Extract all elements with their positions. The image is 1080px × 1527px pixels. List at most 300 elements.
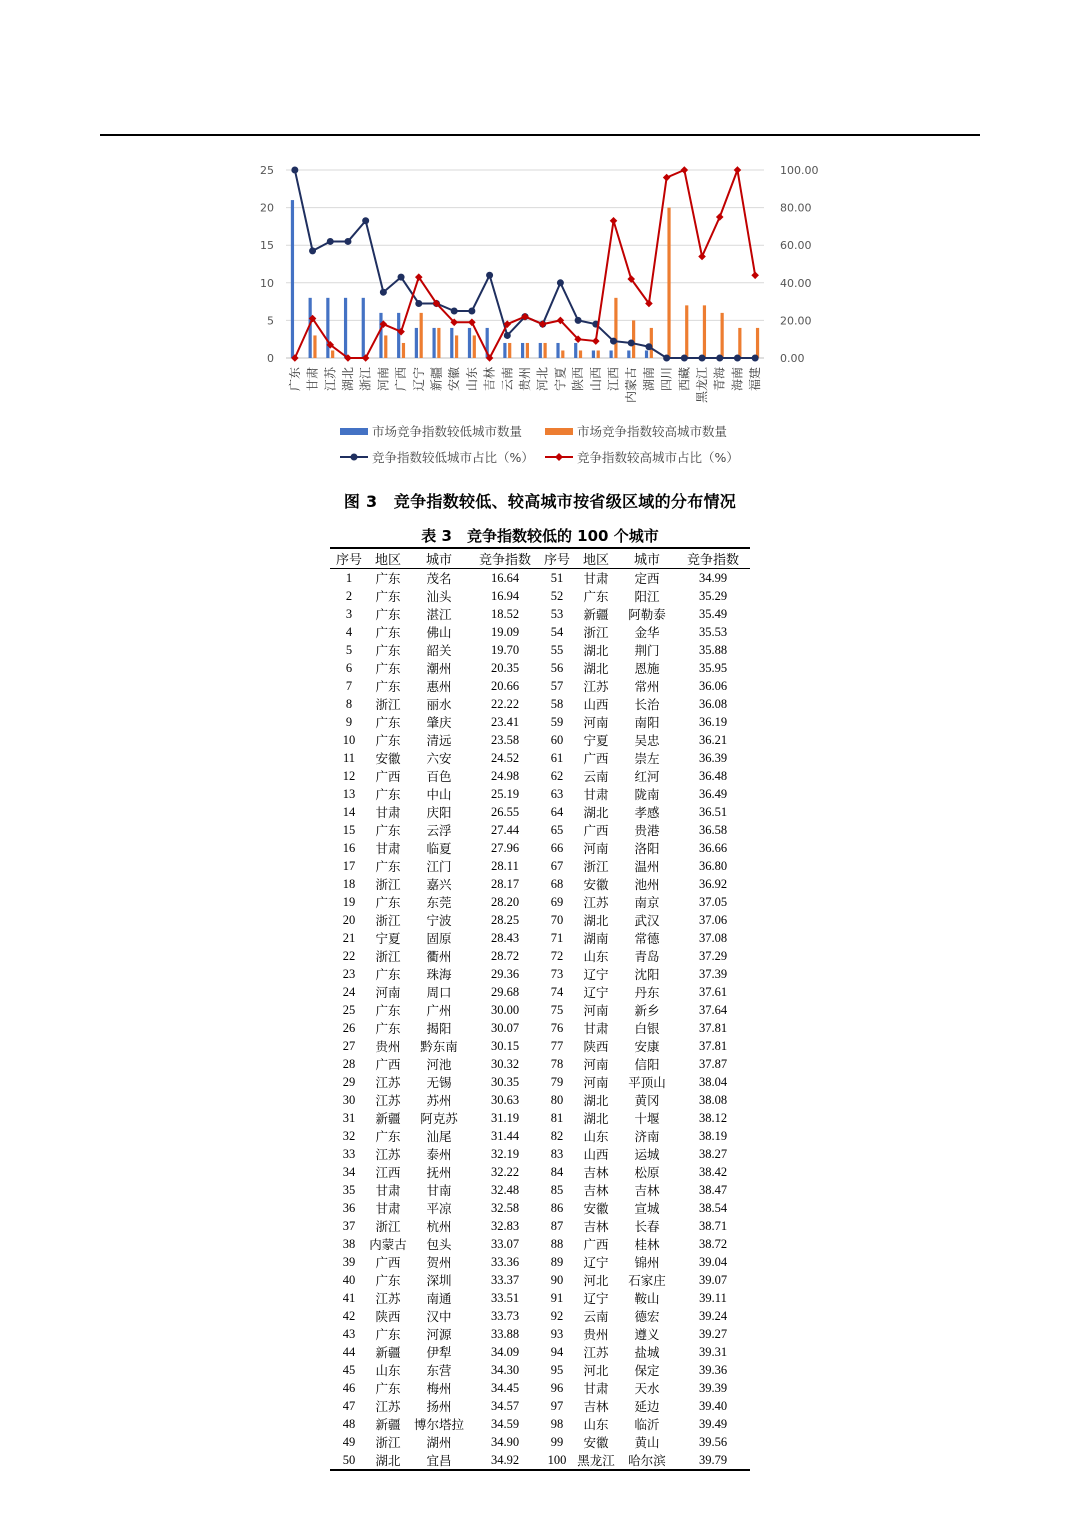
bar-宁夏: [561, 350, 564, 358]
index-cell: 19.70: [490, 642, 520, 657]
index-cell: 29.68: [490, 984, 520, 999]
table-row: [330, 659, 750, 677]
table-row: [330, 911, 750, 929]
region-cell: 湖南: [583, 931, 609, 946]
city-cell: 锦州: [634, 1255, 660, 1270]
point-山东: [468, 308, 475, 315]
index-cell: 33.73: [490, 1308, 520, 1323]
rank-cell: 43: [342, 1326, 356, 1341]
bar-江西: [610, 350, 613, 358]
index-cell: 35.49: [698, 606, 728, 621]
rank-cell: 84: [550, 1164, 564, 1179]
region-cell: 广东: [375, 823, 401, 838]
rank-cell: 3: [345, 606, 353, 621]
rank-cell: 96: [550, 1380, 564, 1395]
rank-cell: 6: [345, 660, 353, 675]
rank-cell: 9: [345, 714, 353, 729]
point-山西: [592, 337, 600, 345]
city-cell: 河池: [426, 1057, 452, 1072]
region-cell: 湖北: [583, 913, 609, 928]
index-cell: 38.08: [698, 1092, 728, 1107]
rank-cell: 30: [342, 1092, 356, 1107]
rank-cell: 79: [550, 1074, 564, 1089]
region-cell: 广东: [375, 625, 401, 640]
table-body: [330, 569, 750, 1471]
index-cell: 32.19: [490, 1146, 520, 1161]
rank-cell: 81: [550, 1110, 564, 1125]
city-cell: 常州: [634, 679, 660, 694]
rank-cell: 33: [342, 1146, 356, 1161]
city-cell: 长治: [634, 697, 660, 712]
city-cell: 苏州: [426, 1093, 452, 1108]
table-row: [330, 1289, 750, 1307]
bar-黑龙江: [703, 305, 706, 358]
rank-cell: 48: [342, 1416, 356, 1431]
index-cell: 36.21: [698, 732, 728, 747]
point-青海: [716, 355, 723, 362]
bar-安徽: [455, 335, 458, 358]
index-cell: 36.08: [698, 696, 728, 711]
rank-cell: 5: [345, 642, 353, 657]
rank-cell: 98: [550, 1416, 564, 1431]
table-row: [330, 893, 750, 911]
bar-新疆: [437, 328, 440, 358]
index-cell: 39.36: [698, 1362, 728, 1377]
table-row: [330, 1271, 750, 1289]
region-cell: 广西: [583, 823, 609, 838]
table-row: [330, 1343, 750, 1361]
table-row: [330, 767, 750, 785]
point-湖南: [645, 343, 652, 350]
category-label: 湖南: [641, 367, 656, 392]
table-row: [330, 821, 750, 839]
index-cell: 39.27: [698, 1326, 728, 1341]
rank-cell: 74: [550, 984, 564, 999]
index-cell: 39.24: [698, 1308, 728, 1323]
legend-swatch-low-bar: [340, 428, 368, 435]
category-label: 四川: [659, 367, 674, 392]
bar-安徽: [450, 328, 453, 358]
bar-辽宁: [420, 313, 423, 358]
city-cell: 包头: [426, 1237, 452, 1252]
category-label: 吉林: [482, 367, 497, 392]
rank-cell: 16: [342, 840, 356, 855]
right-axis-tick-label: 60.00: [780, 239, 812, 253]
bar-河南: [384, 335, 387, 358]
city-cell: 德宏: [634, 1309, 660, 1324]
rank-cell: 37: [342, 1218, 356, 1233]
rank-cell: 100: [540, 1451, 574, 1470]
city-cell: 临夏: [426, 841, 452, 856]
rank-cell: 28: [342, 1056, 356, 1071]
index-cell: 33.51: [490, 1290, 520, 1305]
table-row: [330, 1163, 750, 1181]
table-row: [330, 1037, 750, 1055]
category-label: 福建: [748, 367, 763, 392]
index-cell: 37.81: [698, 1020, 728, 1035]
index-cell: 37.29: [698, 948, 728, 963]
table-row: [330, 623, 750, 641]
region-cell: 浙江: [375, 877, 401, 892]
index-cell: 36.80: [698, 858, 728, 873]
city-cell: 南通: [426, 1291, 452, 1306]
city-cell: 红河: [634, 769, 660, 784]
region-cell: 湖北: [583, 1093, 609, 1108]
region-cell: 广东: [375, 1381, 401, 1396]
category-label: 西藏: [677, 367, 692, 392]
category-label: 河北: [535, 367, 550, 392]
city-cell: 石家庄: [628, 1273, 666, 1288]
table-row: [330, 857, 750, 875]
region-cell: 吉林: [583, 1165, 609, 1180]
index-cell: 26.55: [490, 804, 520, 819]
table-row: [330, 1199, 750, 1217]
rank-cell: 60: [550, 732, 564, 747]
region-cell: 江苏: [375, 1291, 401, 1306]
table-row: [330, 1109, 750, 1127]
table-row: [330, 605, 750, 623]
rank-cell: 99: [550, 1434, 564, 1449]
region-cell: 广西: [375, 1057, 401, 1072]
city-cell: 十堰: [634, 1111, 660, 1126]
rank-cell: 23: [342, 966, 356, 981]
index-cell: 38.71: [698, 1218, 728, 1233]
region-cell: 河南: [583, 1075, 609, 1090]
city-cell: 汉中: [426, 1309, 452, 1324]
rank-cell: 10: [342, 732, 356, 747]
region-cell: 甘肃: [375, 1183, 401, 1198]
region-cell: 宁夏: [583, 733, 609, 748]
rank-cell: 73: [550, 966, 564, 981]
region-cell: 河南: [375, 985, 401, 1000]
bar-陕西: [574, 343, 577, 358]
city-cell: 定西: [634, 571, 660, 586]
index-cell: 35.53: [698, 624, 728, 639]
point-西藏: [681, 166, 689, 174]
table-row: [330, 569, 750, 588]
rank-cell: 14: [342, 804, 356, 819]
region-cell: 江西: [375, 1165, 401, 1180]
point-海南: [734, 355, 741, 362]
rank-cell: 86: [550, 1200, 564, 1215]
table-row: [330, 1397, 750, 1415]
category-label: 云南: [500, 367, 515, 392]
city-cell: 沈阳: [634, 967, 660, 982]
region-cell: 河北: [583, 1273, 609, 1288]
rank-cell: 57: [550, 678, 564, 693]
rank-cell: 80: [550, 1092, 564, 1107]
index-cell: 39.39: [698, 1380, 728, 1395]
region-cell: 吉林: [583, 1219, 609, 1234]
city-cell: 遵义: [634, 1327, 660, 1342]
region-cell: 湖北: [583, 1111, 609, 1126]
bar-福建: [756, 328, 759, 358]
city-cell: 温州: [634, 859, 660, 874]
index-cell: 33.88: [490, 1326, 520, 1341]
rank-cell: 67: [550, 858, 564, 873]
table-row: [330, 1145, 750, 1163]
rank-cell: 94: [550, 1344, 564, 1359]
index-cell: 36.51: [698, 804, 728, 819]
bar-江苏: [331, 350, 334, 358]
index-cell: 37.08: [698, 930, 728, 945]
bar-series: [291, 200, 759, 358]
index-cell: 34.90: [490, 1434, 520, 1449]
legend-label: 竞争指数较低城市占比（%）: [372, 450, 534, 465]
rank-cell: 92: [550, 1308, 564, 1323]
region-cell: 广东: [375, 859, 401, 874]
region-cell: 广西: [583, 751, 609, 766]
index-cell: 34.92: [470, 1451, 540, 1470]
index-cell: 37.06: [698, 912, 728, 927]
region-cell: 湖北: [583, 643, 609, 658]
city-cell: 云浮: [426, 823, 452, 838]
city-cell: 茂名: [426, 571, 452, 586]
city-cell: 嘉兴: [426, 877, 452, 892]
index-cell: 39.56: [698, 1434, 728, 1449]
city-cell: 无锡: [426, 1075, 452, 1090]
bar-青海: [721, 313, 724, 358]
city-cell: 汕头: [426, 589, 452, 604]
point-安徽: [451, 308, 458, 315]
city-cell: 湛江: [426, 607, 452, 622]
city-cell: 东营: [426, 1363, 452, 1378]
index-cell: 16.94: [490, 588, 520, 603]
point-甘肃: [309, 247, 316, 254]
city-cell: 肇庆: [426, 715, 452, 730]
column-header: 竞争指数: [470, 548, 540, 569]
index-cell: 39.07: [698, 1272, 728, 1287]
city-cell: 洛阳: [634, 841, 660, 856]
point-河南: [380, 289, 387, 296]
index-cell: 32.22: [490, 1164, 520, 1179]
rank-cell: 40: [342, 1272, 356, 1287]
point-福建: [751, 271, 759, 279]
index-cell: 39.40: [698, 1398, 728, 1413]
index-cell: 20.35: [490, 660, 520, 675]
legend-label: 竞争指数较高城市占比（%）: [577, 450, 739, 465]
region-cell: 广东: [375, 715, 401, 730]
index-cell: 28.17: [490, 876, 520, 891]
region-cell: 广东: [375, 1327, 401, 1342]
legend-label: 市场竞争指数较低城市数量: [372, 424, 523, 439]
city-cell: 韶关: [426, 643, 452, 658]
legend-label: 市场竞争指数较高城市数量: [577, 424, 728, 439]
index-cell: 38.12: [698, 1110, 728, 1125]
region-cell: 河南: [583, 1003, 609, 1018]
index-cell: 32.83: [490, 1218, 520, 1233]
bar-四川: [667, 208, 670, 358]
region-cell: 辽宁: [583, 985, 609, 1000]
city-cell: 梅州: [426, 1381, 452, 1396]
bar-河南: [379, 313, 382, 358]
figure-caption: 图 3 竞争指数较低、较高城市按省级区域的分布情况: [343, 492, 737, 511]
legend-item-low-count: [340, 422, 545, 440]
table-row: [330, 1127, 750, 1145]
region-cell: 陕西: [583, 1039, 609, 1054]
region-cell: 安徽: [583, 1201, 609, 1216]
city-cell: 中山: [426, 787, 452, 802]
table-row: [330, 1361, 750, 1379]
table-row: [330, 1217, 750, 1235]
category-label: 浙江: [358, 367, 373, 392]
city-cell: 池州: [634, 877, 660, 892]
left-axis-tick-label: 15: [260, 239, 274, 253]
table-row: [330, 1235, 750, 1253]
rank-cell: 18: [342, 876, 356, 891]
index-cell: 34.09: [490, 1344, 520, 1359]
bar-河北: [539, 343, 542, 358]
rank-cell: 51: [550, 570, 564, 585]
index-cell: 34.57: [490, 1398, 520, 1413]
city-cell: 青岛: [634, 949, 660, 964]
city-cell: 扬州: [426, 1399, 452, 1414]
region-cell: 陕西: [375, 1309, 401, 1324]
region-cell: 江苏: [375, 1399, 401, 1414]
city-cell: 珠海: [426, 967, 452, 982]
city-cell: 平凉: [426, 1201, 452, 1216]
legend-item-high-share: [545, 448, 750, 466]
point-宁夏: [557, 279, 564, 286]
rank-cell: 72: [550, 948, 564, 963]
city-cell: 哈尔滨: [618, 1451, 676, 1470]
left-axis-tick-label: 25: [260, 164, 274, 177]
city-cell: 甘南: [426, 1183, 452, 1198]
bar-江苏: [326, 298, 329, 358]
region-cell: 江苏: [375, 1075, 401, 1090]
region-cell: 甘肃: [375, 805, 401, 820]
city-cell: 揭阳: [426, 1021, 452, 1036]
table-row: [330, 1433, 750, 1451]
region-cell: 广西: [583, 1237, 609, 1252]
rank-cell: 12: [342, 768, 356, 783]
bar-贵州: [526, 343, 529, 358]
bar-湖南: [645, 350, 648, 358]
rank-cell: 7: [345, 678, 353, 693]
index-cell: 37.39: [698, 966, 728, 981]
legend-item-low-share: [340, 448, 545, 466]
index-cell: 35.88: [698, 642, 728, 657]
table-row: [330, 839, 750, 857]
bar-云南: [508, 343, 511, 358]
city-cell: 清远: [426, 733, 452, 748]
rank-cell: 87: [550, 1218, 564, 1233]
table-row: [330, 1019, 750, 1037]
region-cell: 山东: [583, 949, 609, 964]
rank-cell: 35: [342, 1182, 356, 1197]
rank-cell: 69: [550, 894, 564, 909]
city-cell: 阿勒泰: [628, 607, 666, 622]
point-广西: [398, 274, 405, 281]
region-cell: 浙江: [375, 913, 401, 928]
index-cell: 30.32: [490, 1056, 520, 1071]
table-row: [330, 1055, 750, 1073]
rank-cell: 1: [345, 570, 353, 585]
city-cell: 盐城: [634, 1345, 660, 1360]
point-江西: [610, 217, 618, 225]
rank-cell: 66: [550, 840, 564, 855]
rank-cell: 61: [550, 750, 564, 765]
city-cell: 南京: [634, 895, 660, 910]
table-row: [330, 641, 750, 659]
city-cell: 陇南: [634, 787, 660, 802]
point-西藏: [681, 355, 688, 362]
category-label: 辽宁: [411, 367, 426, 392]
region-cell: 山西: [583, 697, 609, 712]
city-cell: 吴忠: [634, 733, 660, 748]
point-广东: [291, 167, 298, 174]
table-row: [330, 785, 750, 803]
region-cell: 广东: [375, 661, 401, 676]
category-label: 山西: [588, 367, 603, 392]
rank-cell: 27: [342, 1038, 356, 1053]
region-cell: 辽宁: [583, 967, 609, 982]
index-cell: 38.19: [698, 1128, 728, 1143]
region-cell: 甘肃: [375, 1201, 401, 1216]
region-cell: 广东: [375, 679, 401, 694]
city-cell: 荆门: [634, 643, 660, 658]
index-cell: 36.92: [698, 876, 728, 891]
left-axis-tick-label: 0: [267, 352, 274, 365]
index-cell: 34.99: [698, 570, 728, 585]
region-cell: 湖北: [583, 661, 609, 676]
index-cell: 39.11: [699, 1290, 727, 1305]
right-axis-ticks: [780, 164, 819, 365]
table-row: [330, 1307, 750, 1325]
rank-cell: 29: [342, 1074, 356, 1089]
city-cell: 丹东: [634, 985, 660, 1000]
index-cell: 34.59: [490, 1416, 520, 1431]
category-label: 河南: [376, 367, 391, 392]
region-cell: 安徽: [583, 877, 609, 892]
index-cell: 27.44: [490, 822, 520, 837]
category-label: 黑龙江: [695, 367, 710, 404]
city-cell: 运城: [634, 1147, 660, 1162]
region-cell: 广东: [375, 1129, 401, 1144]
rank-cell: 88: [550, 1236, 564, 1251]
index-cell: 39.04: [698, 1254, 728, 1269]
region-cell: 广西: [375, 1255, 401, 1270]
city-cell: 博尔塔拉: [413, 1417, 464, 1432]
index-cell: 33.07: [490, 1236, 520, 1251]
point-陕西: [575, 317, 582, 324]
table-header-row: [330, 548, 750, 569]
table-row: [330, 1181, 750, 1199]
bar-宁夏: [556, 343, 559, 358]
index-cell: 28.25: [490, 912, 520, 927]
rank-cell: 15: [342, 822, 356, 837]
table-row: [330, 749, 750, 767]
city-cell: 保定: [634, 1363, 660, 1378]
region-cell: 广东: [375, 589, 401, 604]
category-label: 贵州: [518, 367, 532, 392]
rank-cell: 65: [550, 822, 564, 837]
region-cell: 甘肃: [375, 841, 401, 856]
table-row: [330, 1073, 750, 1091]
point-青海: [716, 213, 724, 221]
table-row: [330, 875, 750, 893]
index-cell: 36.19: [698, 714, 728, 729]
bar-贵州: [521, 343, 524, 358]
bar-山西: [592, 350, 595, 358]
city-cell: 安康: [634, 1039, 660, 1054]
legend-swatch-high-bar: [545, 428, 573, 435]
city-cell: 潮州: [426, 661, 452, 676]
column-header: 序号: [330, 548, 368, 569]
rank-cell: 64: [550, 804, 564, 819]
rank-cell: 91: [550, 1290, 564, 1305]
index-cell: 20.66: [490, 678, 520, 693]
